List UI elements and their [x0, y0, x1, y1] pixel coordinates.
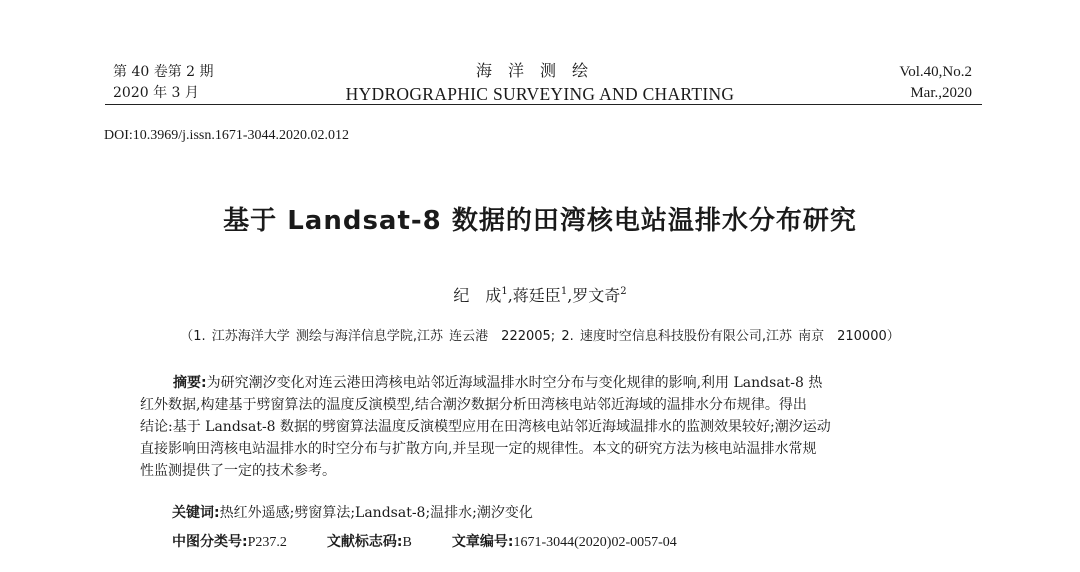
affiliations: （1. 江苏海洋大学 测绘与海洋信息学院,江苏 连云港 222005; 2. 速度时空信息科技股份有限公司,江苏 南京 210000） [180, 329, 900, 344]
classification-info [172, 531, 677, 551]
paper-title: 基于 Landsat-8 数据的田湾核电站温排水分布研究 [223, 206, 857, 236]
clc-value: P237.2 [247, 535, 287, 550]
author-affiliation-mark: 1 [560, 286, 568, 297]
author-list [0, 283, 1080, 306]
keywords-label: 关键词: [172, 505, 220, 521]
author-separator: , [507, 286, 513, 305]
abstract-line [140, 372, 940, 394]
abstract [140, 372, 940, 482]
journal-name-en: HYDROGRAPHIC SURVEYING AND CHARTING [345, 84, 735, 104]
author-separator: , [567, 286, 573, 305]
journal-header-left [113, 62, 214, 104]
issue-date-en: Mar.,2020 [910, 85, 972, 101]
author-name: 蒋廷臣 [512, 286, 561, 305]
journal-header-right [899, 62, 972, 104]
author-affiliation-mark: 2 [620, 286, 627, 297]
author-name: 罗文奇 [572, 286, 621, 305]
author-name: 纪 成 [453, 286, 502, 305]
doc-code-label: 文献标志码: [326, 534, 403, 550]
abstract-line: 直接影响田湾核电站温排水的时空分布与扩散方向,并呈现一定的规律性。本文的研究方法为核电站温排水常规 [140, 441, 817, 457]
keywords [172, 502, 533, 522]
abstract-label: 摘要: [173, 375, 207, 391]
author-affiliation-mark: 1 [501, 286, 508, 297]
article-number-label: 文章编号: [451, 534, 514, 550]
doi: DOI:10.3969/j.issn.1671-3044.2020.02.012 [104, 128, 349, 143]
abstract-line: 红外数据,构建基于劈窗算法的温度反演模型,结合潮汐数据分析田湾核电站邻近海域的温排水分布规律。得出 [140, 397, 807, 413]
abstract-text: 为研究潮汐变化对连云港田湾核电站邻近海域温排水时空分布与变化规律的影响,利用 Landsat-8 热 [206, 375, 823, 391]
issue-date: 2020 年 3 月 [113, 85, 199, 101]
doc-code-value: B [402, 535, 412, 550]
journal-header-center [300, 60, 780, 106]
clc-label: 中图分类号: [172, 534, 248, 550]
article-number-value: 1671-3044(2020)02-0057-04 [513, 535, 677, 550]
header-rule [105, 104, 982, 105]
volume-issue-en: Vol.40,No.2 [899, 64, 972, 80]
keywords-text: 热红外遥感;劈窗算法;Landsat-8;温排水;潮汐变化 [219, 505, 533, 521]
abstract-line: 性监测提供了一定的技术参考。 [140, 463, 336, 479]
journal-name-cn: 海洋测绘 [475, 61, 604, 80]
volume-issue: 第 40 卷第 2 期 [113, 64, 214, 80]
abstract-line: 结论:基于 Landsat-8 数据的劈窗算法温度反演模型应用在田湾核电站邻近海域温排水的监测效果较好;潮汐运动 [140, 419, 831, 435]
